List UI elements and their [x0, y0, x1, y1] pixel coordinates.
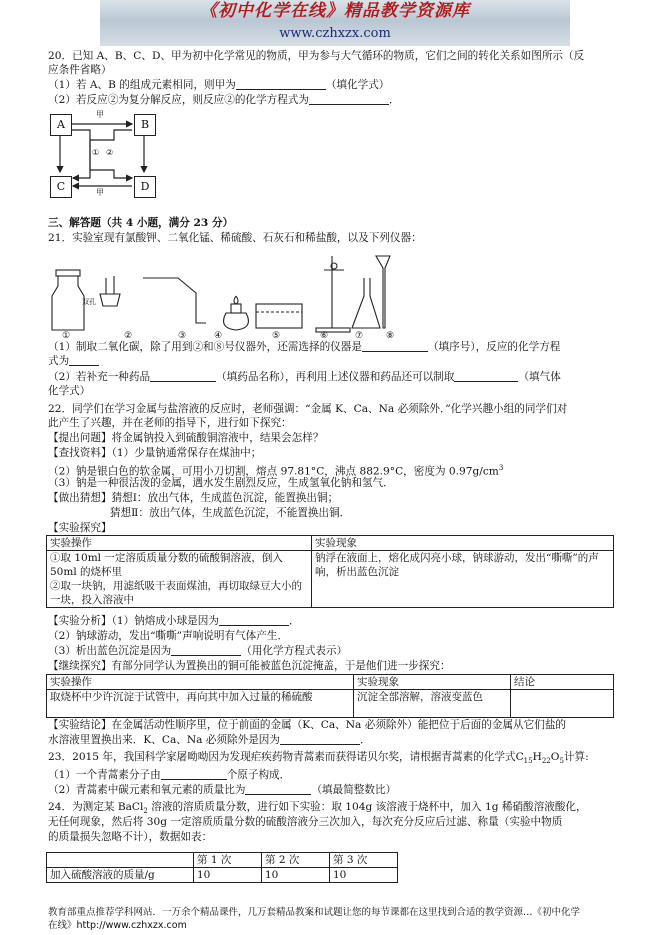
label-reaction-2: ②: [106, 148, 114, 157]
q21-part2-cont: 化学式）: [48, 385, 91, 397]
t1-operation-cell: [47, 551, 312, 608]
q20-conversion-diagram: [48, 110, 158, 200]
t2-conclusion-blank[interactable]: [511, 690, 614, 718]
t1-header-operation: 实验操作: [47, 536, 312, 551]
q24-row-label: 加入硫酸溶液的质量/g: [47, 868, 194, 883]
label-jia-bottom: 甲: [96, 188, 104, 197]
answer-blank[interactable]: [280, 733, 360, 745]
q22-stem-line2: 此产生了兴趣，并在老师的指导下，进行如下探究：: [48, 417, 292, 429]
answer-blank[interactable]: [219, 614, 289, 626]
q22-continue: 【继续探究】有部分同学认为置换出的铜可能被蓝色沉淀掩盖，于是他们进一步探究：: [48, 660, 451, 672]
apparatus-label-1: ①: [62, 331, 71, 341]
answer-blank[interactable]: [454, 370, 518, 382]
node-b: B: [134, 114, 156, 136]
apparatus-label-5: ⑤: [272, 331, 281, 341]
q22-conclusion-2: 水溶液里置换出来．K、Ca、Na 必须除外是因为 ．: [48, 734, 371, 746]
node-c: C: [50, 176, 72, 198]
label-reaction-1: ①: [92, 148, 100, 157]
reagent-bottle: [52, 276, 84, 330]
apparatus-label-6: ⑥: [320, 331, 329, 341]
t2-header-phenomenon: 实验现象: [354, 675, 511, 690]
banner-url: www.czhxzx.com: [279, 26, 391, 41]
footer: [48, 906, 628, 932]
label-double-hole: 双孔: [82, 298, 96, 306]
q23-part2: （2）青蒿素中碳元素和氧元素的质量比为 （填最简整数比）: [48, 784, 397, 796]
footer-line2[interactable]: 在线》http://www.czhxzx.com: [48, 920, 187, 931]
experiment-table-1: [46, 535, 614, 608]
q22-explore-heading: 【实验探究】: [48, 522, 112, 534]
t2-operation: 取烧杯中少许沉淀于试管中，再向其中加入过量的稀硫酸: [47, 690, 354, 718]
q22-analysis-1: 【实验分析】（1）钠熔成小球是因为 ．: [48, 615, 300, 627]
alcohol-lamp: [224, 313, 249, 330]
answer-blank[interactable]: [245, 783, 311, 795]
q24-value-1: 10: [194, 868, 262, 883]
q24-stem-line1: 24．为测定某 BaCl$_2$ 溶液的溶质质量分数，进行如下实验：取 104g 该溶液于烧杯中，加入 1g 稀硝酸溶液酸化，: [48, 801, 587, 816]
answer-blank[interactable]: [236, 78, 326, 90]
q20-stem-line1: 20．已知 A、B、C、D、甲为初中化学常见的物质，甲为参与大气循环的物质，它们之间的转化关系如图所示（反: [48, 50, 585, 62]
q24-header-3: 第 3 次: [330, 853, 398, 868]
q24-stem-line3: 的质量损失忽略不计），数据如表：: [48, 831, 213, 843]
q22-guess-2: 猜想Ⅱ：放出气体，生成蓝色沉淀，不能置换出铜．: [110, 507, 351, 519]
q24-stem-line2: 无任何现象，然后将 30g 一定溶质质量分数的硫酸溶液分三次加入，每次充分反应后过滤、称量（实验中物质: [48, 816, 563, 828]
section-heading: 三、解答题（共 4 小题，满分 23 分）: [48, 217, 234, 229]
apparatus-drawing: [48, 248, 398, 340]
q20-stem-line2: 应条件省略）: [48, 64, 112, 76]
answer-blank[interactable]: [309, 93, 389, 105]
t1-operation-2: ②取一块钠，用滤纸吸干表面煤油，再切取绿豆大小的一块，投入溶液中: [50, 580, 302, 606]
q24-value-2: 10: [262, 868, 330, 883]
q22-conclusion-1: 【实验结论】在金属活动性顺序里，位于前面的金属（K、Ca、Na 必须除外）能把位于后面的金属从它们盐的: [48, 719, 567, 731]
answer-blank[interactable]: [171, 644, 241, 656]
node-a: A: [50, 114, 72, 136]
t2-header-conclusion: 结论: [511, 675, 614, 690]
t2-header-operation: 实验操作: [47, 675, 354, 690]
apparatus-label-4: ④: [214, 331, 223, 341]
t2-phenomenon: 沉淀全部溶解，溶液变蓝色: [354, 690, 511, 718]
experiment-table-2: [46, 674, 614, 718]
answer-blank[interactable]: [69, 354, 99, 366]
q24-header-empty: [47, 853, 194, 868]
apparatus-label-3: ③: [178, 331, 187, 341]
label-jia-top: 甲: [96, 110, 104, 119]
apparatus-label-2: ②: [124, 331, 133, 341]
water-trough: [256, 304, 302, 328]
q22-guess-1: 【做出猜想】猜想Ⅰ：放出气体，生成蓝色沉淀，能置换出铜；: [48, 492, 339, 504]
q22-analysis-2: （2）钠球游动，发出“嘶嘶”声响说明有气体产生．: [48, 630, 289, 642]
q20-part2: （2）若反应②为复分解反应，则反应②的化学方程式为 ．: [48, 94, 400, 106]
t1-operation-1: ①取 10ml 一定溶质质量分数的硫酸铜溶液，倒入 50ml 的烧杯里: [50, 552, 283, 578]
q24-data-table: [46, 852, 398, 883]
answer-blank[interactable]: [150, 370, 216, 382]
answer-blank[interactable]: [362, 340, 428, 352]
conical-flask: [352, 278, 380, 328]
arrow-cross-2: [73, 130, 132, 178]
q21-part2: （2）若补充一种药品 （填药品名称），再利用上述仪器和药品还可以制取 （填气体: [48, 371, 561, 383]
node-d: D: [134, 176, 156, 198]
double-hole-stopper: [100, 294, 120, 306]
q21-part1-cont: 式为: [48, 354, 99, 368]
t1-phenomenon-cell: 钠浮在液面上，熔化成闪亮小球，钠球游动，发出“嘶嘶”的声响，析出蓝色沉淀: [312, 551, 614, 608]
header-banner: [100, 0, 570, 46]
footer-line1: 教育部重点推荐学科网站．一万余个精品课件，几万套精品教案和试题让您的每节课都在这里找到合适的教学资源…《初中化学: [48, 907, 581, 918]
q21-apparatus-figure: [48, 248, 398, 340]
apparatus-label-8: ⑧: [386, 331, 395, 341]
q20-part1: （1）若 A、B 的组成元素相同，则甲为 （填化学式）: [48, 79, 390, 91]
q23-part1: （1）一个青蒿素分子由 个原子构成．: [48, 769, 291, 781]
banner-title: 《初中化学在线》精品教学资源库: [200, 1, 470, 21]
answer-blank[interactable]: [161, 768, 227, 780]
delivery-tube: [143, 278, 206, 323]
q22-info-1: 【查找资料】（1）少量钠通常保存在煤油中；: [48, 447, 262, 459]
q22-stem-line1: 22．同学们在学习金属与盐溶液的反应时，老师强调：“金属 K、Ca、Na 必须除外．”化学兴趣小组的同学们对: [48, 403, 568, 415]
q22-info-2: （2）钠是银白色的软金属，可用小刀切割，熔点 97.81°C，沸点 882.9°C，密度为 $0.97g/cm^3$: [48, 464, 504, 478]
q22-question: 【提出问题】将金属钠投入到硫酸铜溶液中，结果会怎样？: [48, 432, 324, 444]
q24-header-2: 第 2 次: [262, 853, 330, 868]
q22-analysis-3: （3）析出蓝色沉淀是因为 （用化学方程式表示）: [48, 645, 348, 657]
q24-header-1: 第 1 次: [194, 853, 262, 868]
q23-stem: 23．2015 年，我国科学家屠呦呦因为发现疟疾药物青蒿素而获得诺贝尔奖，请根据青蒿素的化学式$C_{15}H_{22}O_5$计算:: [48, 751, 589, 766]
long-neck-funnel: [376, 256, 390, 328]
q22-info-3: （3）钠是一种很活泼的金属，遇水发生剧烈反应，生成氢氧化钠和氢气．: [48, 477, 394, 489]
t1-header-phenomenon: 实验现象: [312, 536, 614, 551]
q21-stem: 21．实验室现有氯酸钾、二氧化锰、稀硫酸、石灰石和稀盐酸，以及下列仪器：: [48, 232, 422, 244]
apparatus-label-7: ⑦: [355, 331, 364, 341]
q21-part1: （1）制取二氧化碳，除了用到②和⑧号仪器外，还需选择的仪器是 （填序号），反应的化学方程: [48, 341, 561, 353]
arrow-cross-1: [72, 130, 132, 178]
q24-value-3: 10: [330, 868, 398, 883]
